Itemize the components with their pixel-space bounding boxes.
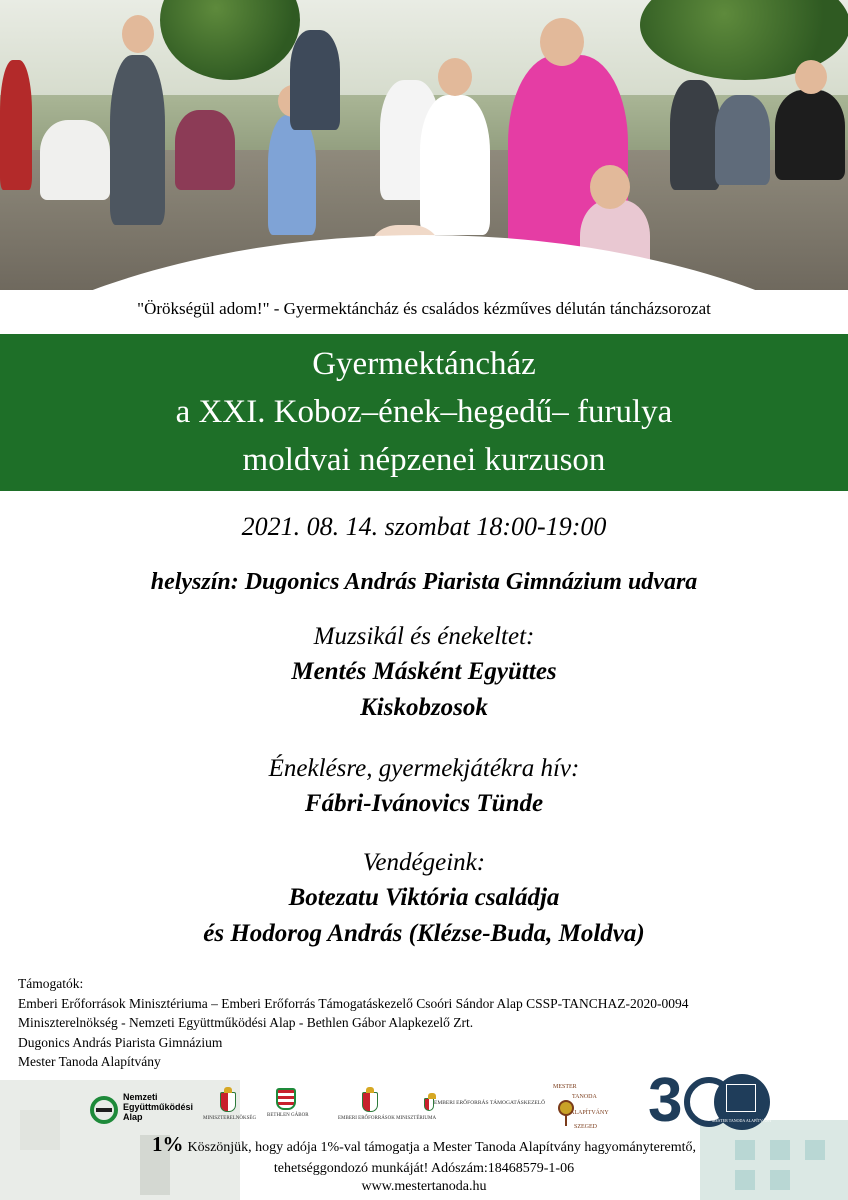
crest-icon [424, 1098, 434, 1111]
thanks-line: tehetséggondozó munkáját! Adószám:18468579-1-06 [273, 1161, 575, 1176]
singing-label: Éneklésre, gyermekjátékra hív: [268, 755, 580, 782]
photo-head [438, 58, 472, 96]
photo-person [40, 120, 110, 200]
photo-head [795, 60, 827, 94]
photo-person [290, 30, 340, 130]
guests-section [0, 846, 848, 952]
thirty-digit: 3 [648, 1066, 683, 1135]
logo-row [0, 1066, 848, 1140]
miniszterelnokseg-caption: MINISZTERELNÖKSÉG [203, 1116, 257, 1121]
music-label: Muzsikál és énekeltet: [313, 623, 535, 650]
photo-stroller [670, 80, 720, 190]
title-banner [0, 334, 848, 491]
bethlen-caption: BETHLEN GÁBOR [267, 1113, 309, 1118]
photo-person [268, 115, 316, 235]
mester-tree-stem [565, 1114, 567, 1126]
photo-person [775, 90, 845, 180]
nea-mark [90, 1096, 118, 1124]
sponsor-line: Emberi Erőforrások Minisztériuma – Emberi Erőforrás Támogatáskezelő Csoóri Sándor Alap CSSP-TANCHAZ-2020-0094 [18, 995, 689, 1011]
mester-logo-word: MESTER [553, 1084, 577, 1090]
nea-logo-text: Nemzeti Együttműködési Alap [123, 1092, 194, 1122]
photo-person [420, 95, 490, 235]
mester-tree-icon [560, 1102, 572, 1114]
mester-logo-word: ALAPÍTVÁNY [570, 1110, 609, 1116]
guest-name: Botezatu Viktória családja [288, 884, 560, 911]
event-date: 2021. 08. 14. szombat 18:00-19:00 [241, 512, 607, 541]
sponsor-line: Miniszterelnökség - Nemzeti Együttműködési Alap - Bethlen Gábor Alapkezelő Zrt. [18, 1015, 474, 1030]
mester-logo-word: SZEGED [574, 1124, 597, 1130]
thirty-years-logo-icon [648, 1066, 772, 1138]
mester-logo-word: TANODA [572, 1094, 597, 1100]
emet-caption: EMBERI ERŐFORRÁS TÁMOGATÁSKEZELŐ [434, 1100, 546, 1106]
photo-head [590, 165, 630, 209]
percent-label: 1% [152, 1132, 184, 1156]
photo-head [540, 18, 584, 66]
bethlen-shield-icon [276, 1088, 296, 1110]
tax-thanks [0, 1134, 848, 1179]
music-name: Kiskobzosok [360, 694, 488, 721]
photo-person [715, 95, 770, 185]
banner-line: a XXI. Koboz–ének–hegedű– furulya [175, 394, 673, 430]
banner-line: moldvai népzenei kurzuson [242, 442, 606, 478]
thanks-line: Köszönjük, hogy adója 1%-val támogatja a Mester Tanoda Alapítvány hagyományteremtő, [187, 1140, 696, 1155]
music-name: Mentés Másként Együttes [291, 658, 557, 685]
event-venue: helyszín: Dugonics András Piarista Gimnázium udvara [150, 569, 698, 595]
crest-icon [220, 1092, 236, 1112]
guests-label: Vendégeink: [362, 849, 486, 876]
header-photo [0, 0, 848, 290]
photo-person [0, 60, 32, 190]
crest-icon [362, 1092, 378, 1112]
sponsors-label: Támogatók: [18, 976, 84, 991]
singing-name: Fábri-Ivánovics Tünde [304, 790, 544, 817]
photo-person [110, 55, 165, 225]
music-section [0, 620, 848, 726]
sponsor-line: Dugonics András Piarista Gimnázium [18, 1034, 223, 1050]
banner-line: Gyermektáncház [312, 346, 536, 382]
thirty-caption: MESTER TANODA ALAPÍTVÁNY [712, 1118, 772, 1123]
photo-person [175, 110, 235, 190]
sponsor-line: Mester Tanoda Alapítvány [18, 1054, 161, 1069]
photo-head [122, 15, 154, 53]
emmi-caption: EMBERI ERŐFORRÁSOK MINISZTÉRIUMA [338, 1116, 437, 1121]
mester-tanoda-logo-icon [536, 1080, 609, 1140]
sponsors-list [18, 974, 838, 1072]
website-link[interactable]: www.mestertanoda.hu [361, 1179, 487, 1194]
singing-section [0, 752, 848, 822]
guest-name: és Hodorog András (Klézse-Buda, Moldva) [203, 920, 645, 947]
series-subtitle: "Örökségül adom!" - Gyermektáncház és családos kézműves délután táncházsorozat [137, 299, 711, 318]
nea-logo-icon [90, 1092, 194, 1132]
